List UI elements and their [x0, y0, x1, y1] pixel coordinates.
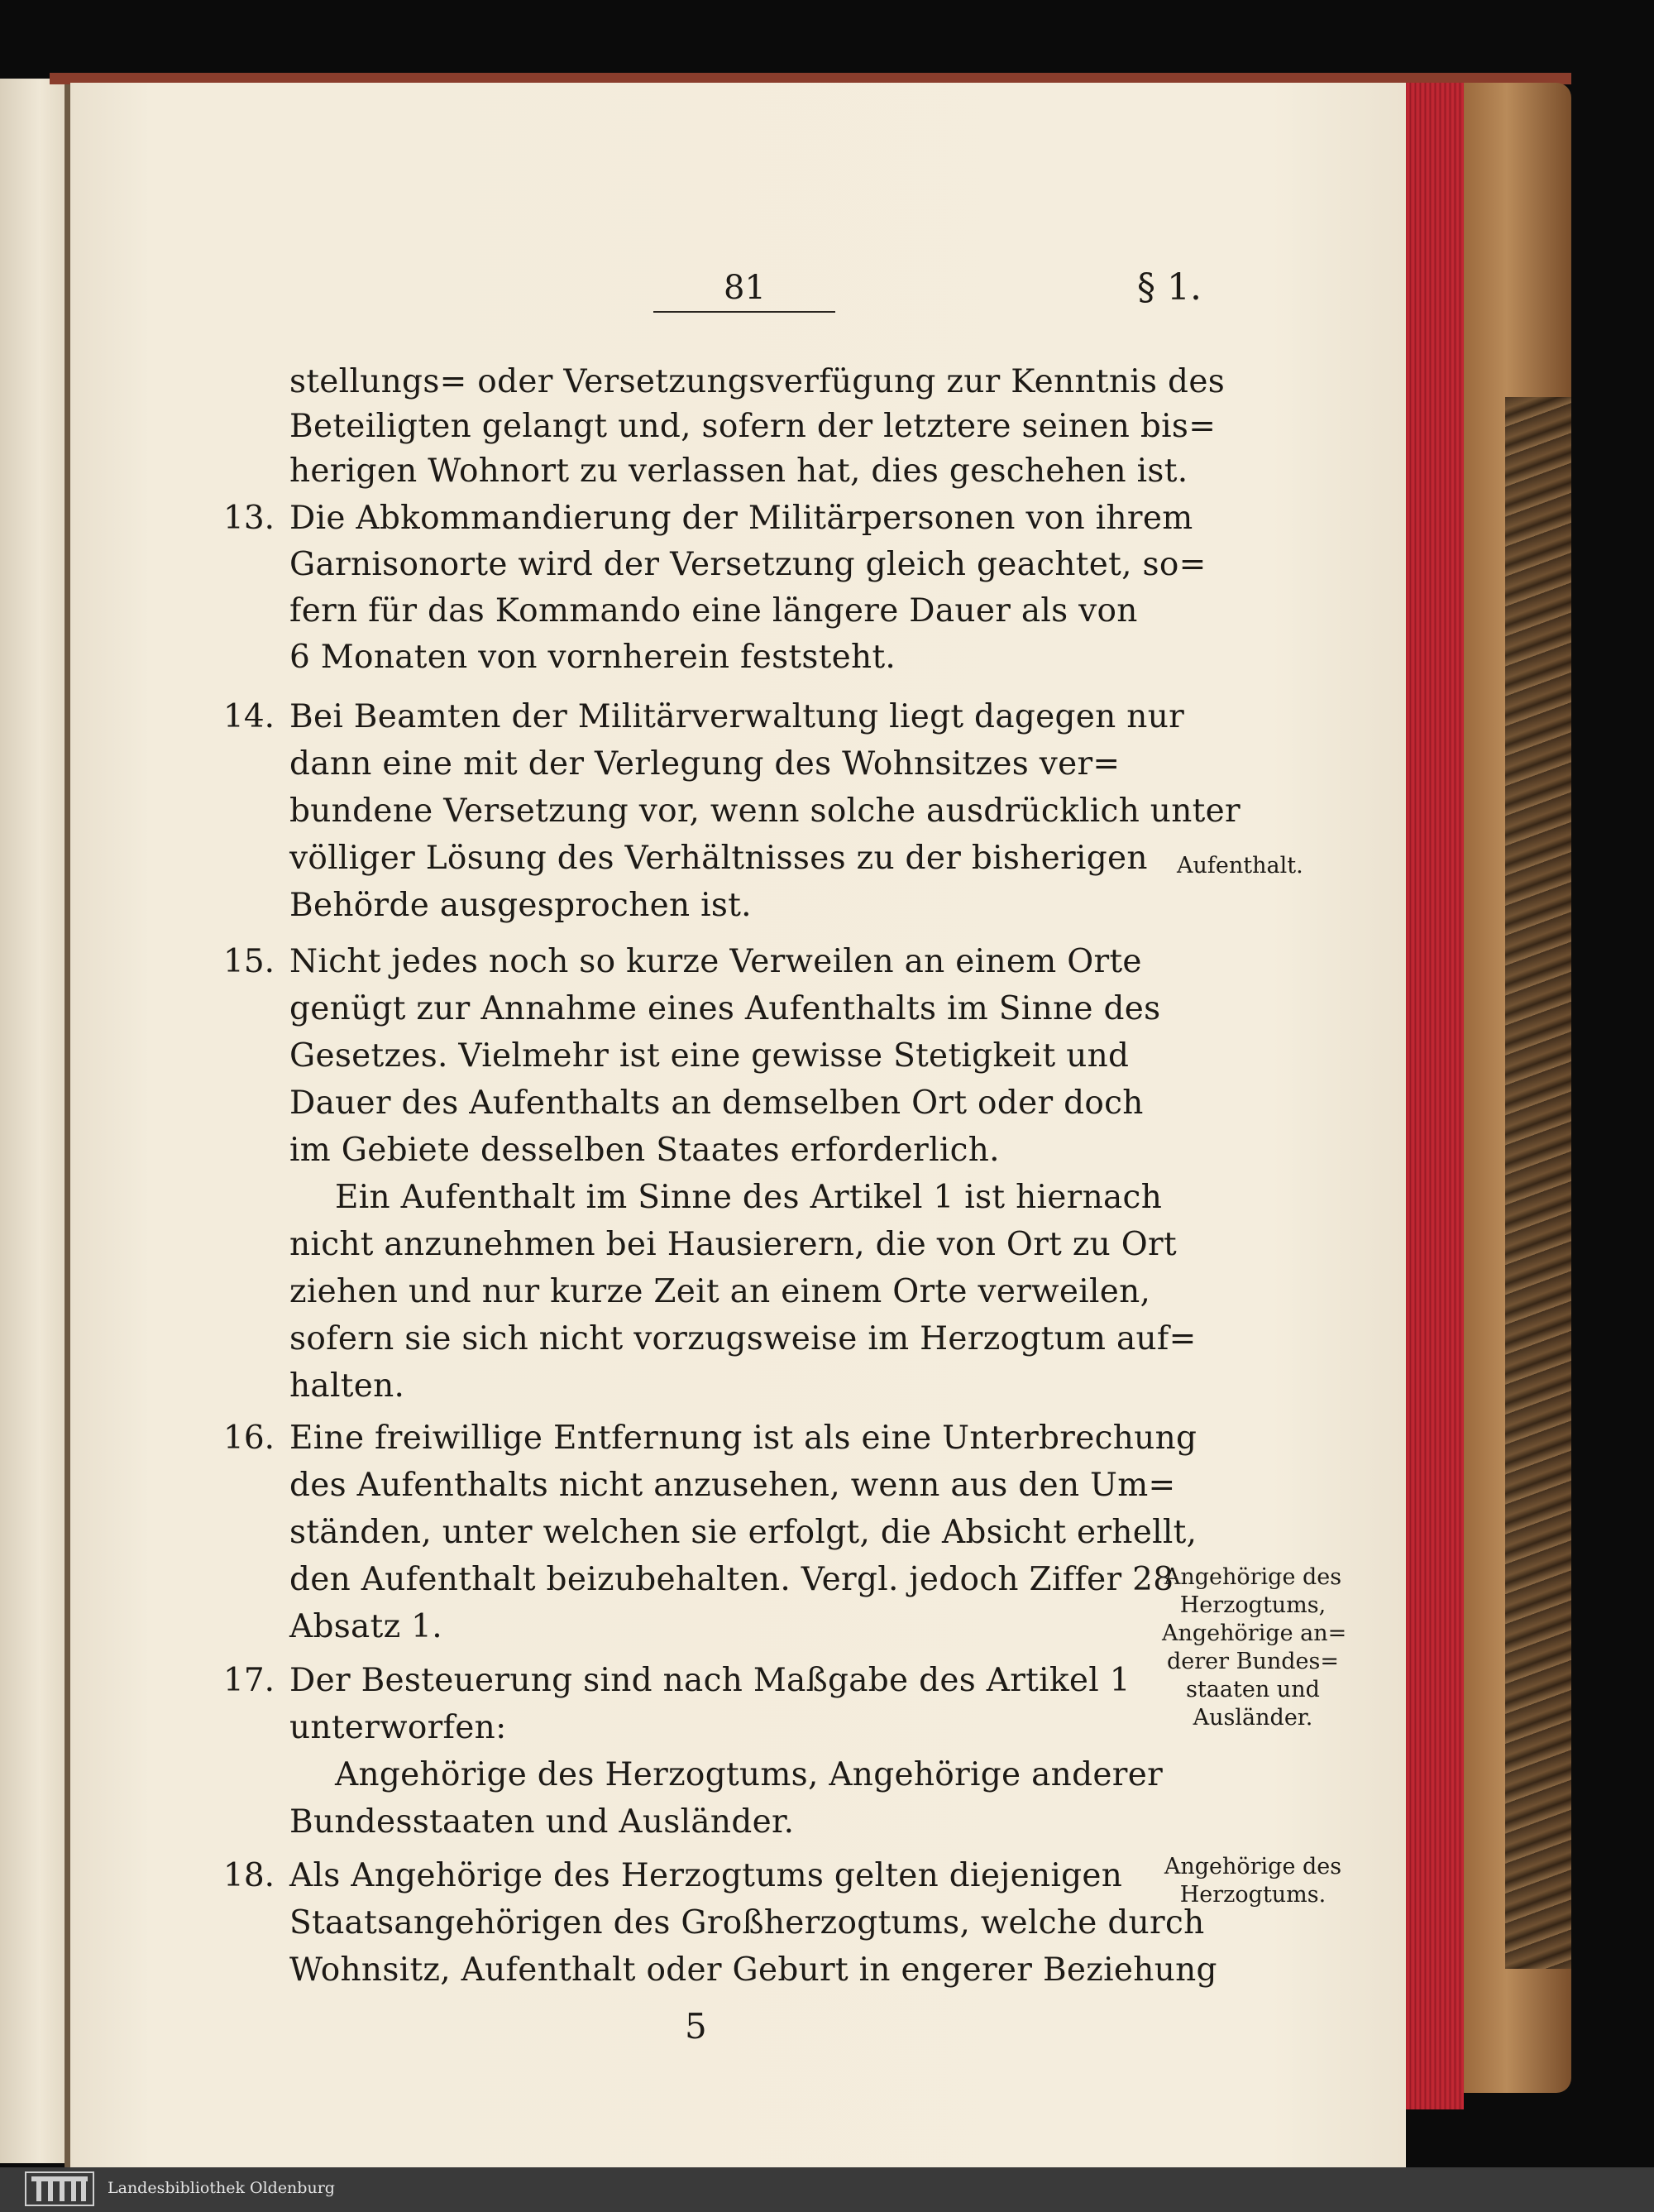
library-credit: Landesbibliothek Oldenburg: [108, 2179, 335, 2197]
text-line: im Gebiete desselben Staates erforderlich.: [289, 1132, 1000, 1169]
text-line: Staatsangehörigen des Großherzogtums, welche durch: [289, 1904, 1205, 1941]
paragraph-number: 18.: [223, 1857, 275, 1894]
margin-note-line: Angehörige des: [1164, 1564, 1342, 1590]
text-line: dann eine mit der Verlegung des Wohnsitzes ver=: [289, 745, 1121, 783]
text-line: Dauer des Aufenthalts an demselben Ort oder doch: [289, 1084, 1144, 1122]
library-building-icon: [25, 2171, 94, 2206]
signature-mark: 5: [685, 2006, 707, 2047]
margin-note-aufenthalt: Aufenthalt.: [1177, 853, 1303, 879]
text-line: Bundesstaaten und Ausländer.: [289, 1803, 795, 1841]
text-line: halten.: [289, 1367, 405, 1405]
text-line: den Aufenthalt beizubehalten. Vergl. jedoch Ziffer 28: [289, 1561, 1174, 1598]
paragraph-number: 15.: [223, 943, 275, 980]
text-line: nicht anzunehmen bei Hausierern, die von Ort zu Ort: [289, 1226, 1177, 1263]
margin-note-line: Herzogtums.: [1179, 1882, 1327, 1908]
text-line: Bei Beamten der Militärverwaltung liegt dagegen nur: [289, 698, 1185, 735]
text-line: bundene Versetzung vor, wenn solche ausdrücklich unter: [289, 792, 1240, 830]
text-line: völliger Lösung des Verhältnisses zu der bisherigen: [289, 840, 1148, 877]
text-line: ständen, unter welchen sie erfolgt, die Absicht erhellt,: [289, 1514, 1197, 1551]
margin-note-besteuerung: [1162, 1563, 1347, 1732]
left-page-edge: [0, 79, 68, 2163]
text-line: Als Angehörige des Herzogtums gelten diejenigen: [289, 1857, 1123, 1894]
text-line: Die Abkommandierung der Militärpersonen von ihrem: [289, 500, 1193, 537]
text-line: Angehörige des Herzogtums, Angehörige anderer: [335, 1756, 1164, 1793]
page-edge-red: [1406, 83, 1464, 2109]
text-line: fern für das Kommando eine längere Dauer als von: [289, 592, 1138, 630]
paragraph-number: 16.: [223, 1420, 275, 1457]
text-line: ziehen und nur kurze Zeit an einem Orte verweilen,: [289, 1273, 1151, 1310]
margin-note-line: Angehörige des: [1164, 1854, 1342, 1879]
page-number: 81: [724, 269, 766, 307]
text-line: Garnisonorte wird der Versetzung gleich geachtet, so=: [289, 546, 1207, 583]
text-line: Eine freiwillige Entfernung ist als eine Unterbrechung: [289, 1420, 1197, 1457]
text-line: Wohnsitz, Aufenthalt oder Geburt in engerer Beziehung: [289, 1951, 1217, 1989]
text-line: Behörde ausgesprochen ist.: [289, 887, 752, 924]
margin-note-line: Angehörige an=: [1162, 1621, 1347, 1646]
text-line: stellungs= oder Versetzungsverfügung zur Kenntnis des: [289, 363, 1226, 400]
text-line: Nicht jedes noch so kurze Verweilen an einem Orte: [289, 943, 1142, 980]
paragraph-number: 17.: [223, 1662, 275, 1699]
text-line: Beteiligten gelangt und, sofern der letztere seinen bis=: [289, 408, 1217, 445]
book-page: [70, 83, 1406, 2167]
paragraph-number: 13.: [223, 500, 275, 537]
text-line: 6 Monaten von vornherein feststeht.: [289, 639, 896, 676]
text-line: genügt zur Annahme eines Aufenthalts im Sinne des: [289, 990, 1161, 1027]
paragraph-number: 14.: [223, 698, 275, 735]
margin-note-line: Herzogtums,: [1179, 1592, 1327, 1618]
section-heading: § 1.: [1137, 266, 1202, 309]
header-rule: [653, 311, 835, 313]
margin-note-line: staaten und: [1186, 1677, 1320, 1702]
text-line: Ein Aufenthalt im Sinne des Artikel 1 ist hiernach: [335, 1179, 1163, 1216]
cover-marbling: [1505, 397, 1571, 1969]
text-line: Absatz 1.: [289, 1608, 442, 1645]
text-line: unterworfen:: [289, 1709, 507, 1746]
text-line: des Aufenthalts nicht anzusehen, wenn aus den Um=: [289, 1467, 1176, 1504]
text-line: Gesetzes. Vielmehr ist eine gewisse Stetigkeit und: [289, 1037, 1130, 1075]
margin-note-herzogtum: [1162, 1853, 1344, 1909]
text-line: Der Besteuerung sind nach Maßgabe des Artikel 1: [289, 1662, 1131, 1699]
margin-note-line: derer Bundes=: [1167, 1649, 1339, 1674]
text-line: herigen Wohnort zu verlassen hat, dies geschehen ist.: [289, 452, 1188, 490]
margin-note-line: Ausländer.: [1193, 1705, 1313, 1731]
text-line: sofern sie sich nicht vorzugsweise im Herzogtum auf=: [289, 1320, 1197, 1357]
